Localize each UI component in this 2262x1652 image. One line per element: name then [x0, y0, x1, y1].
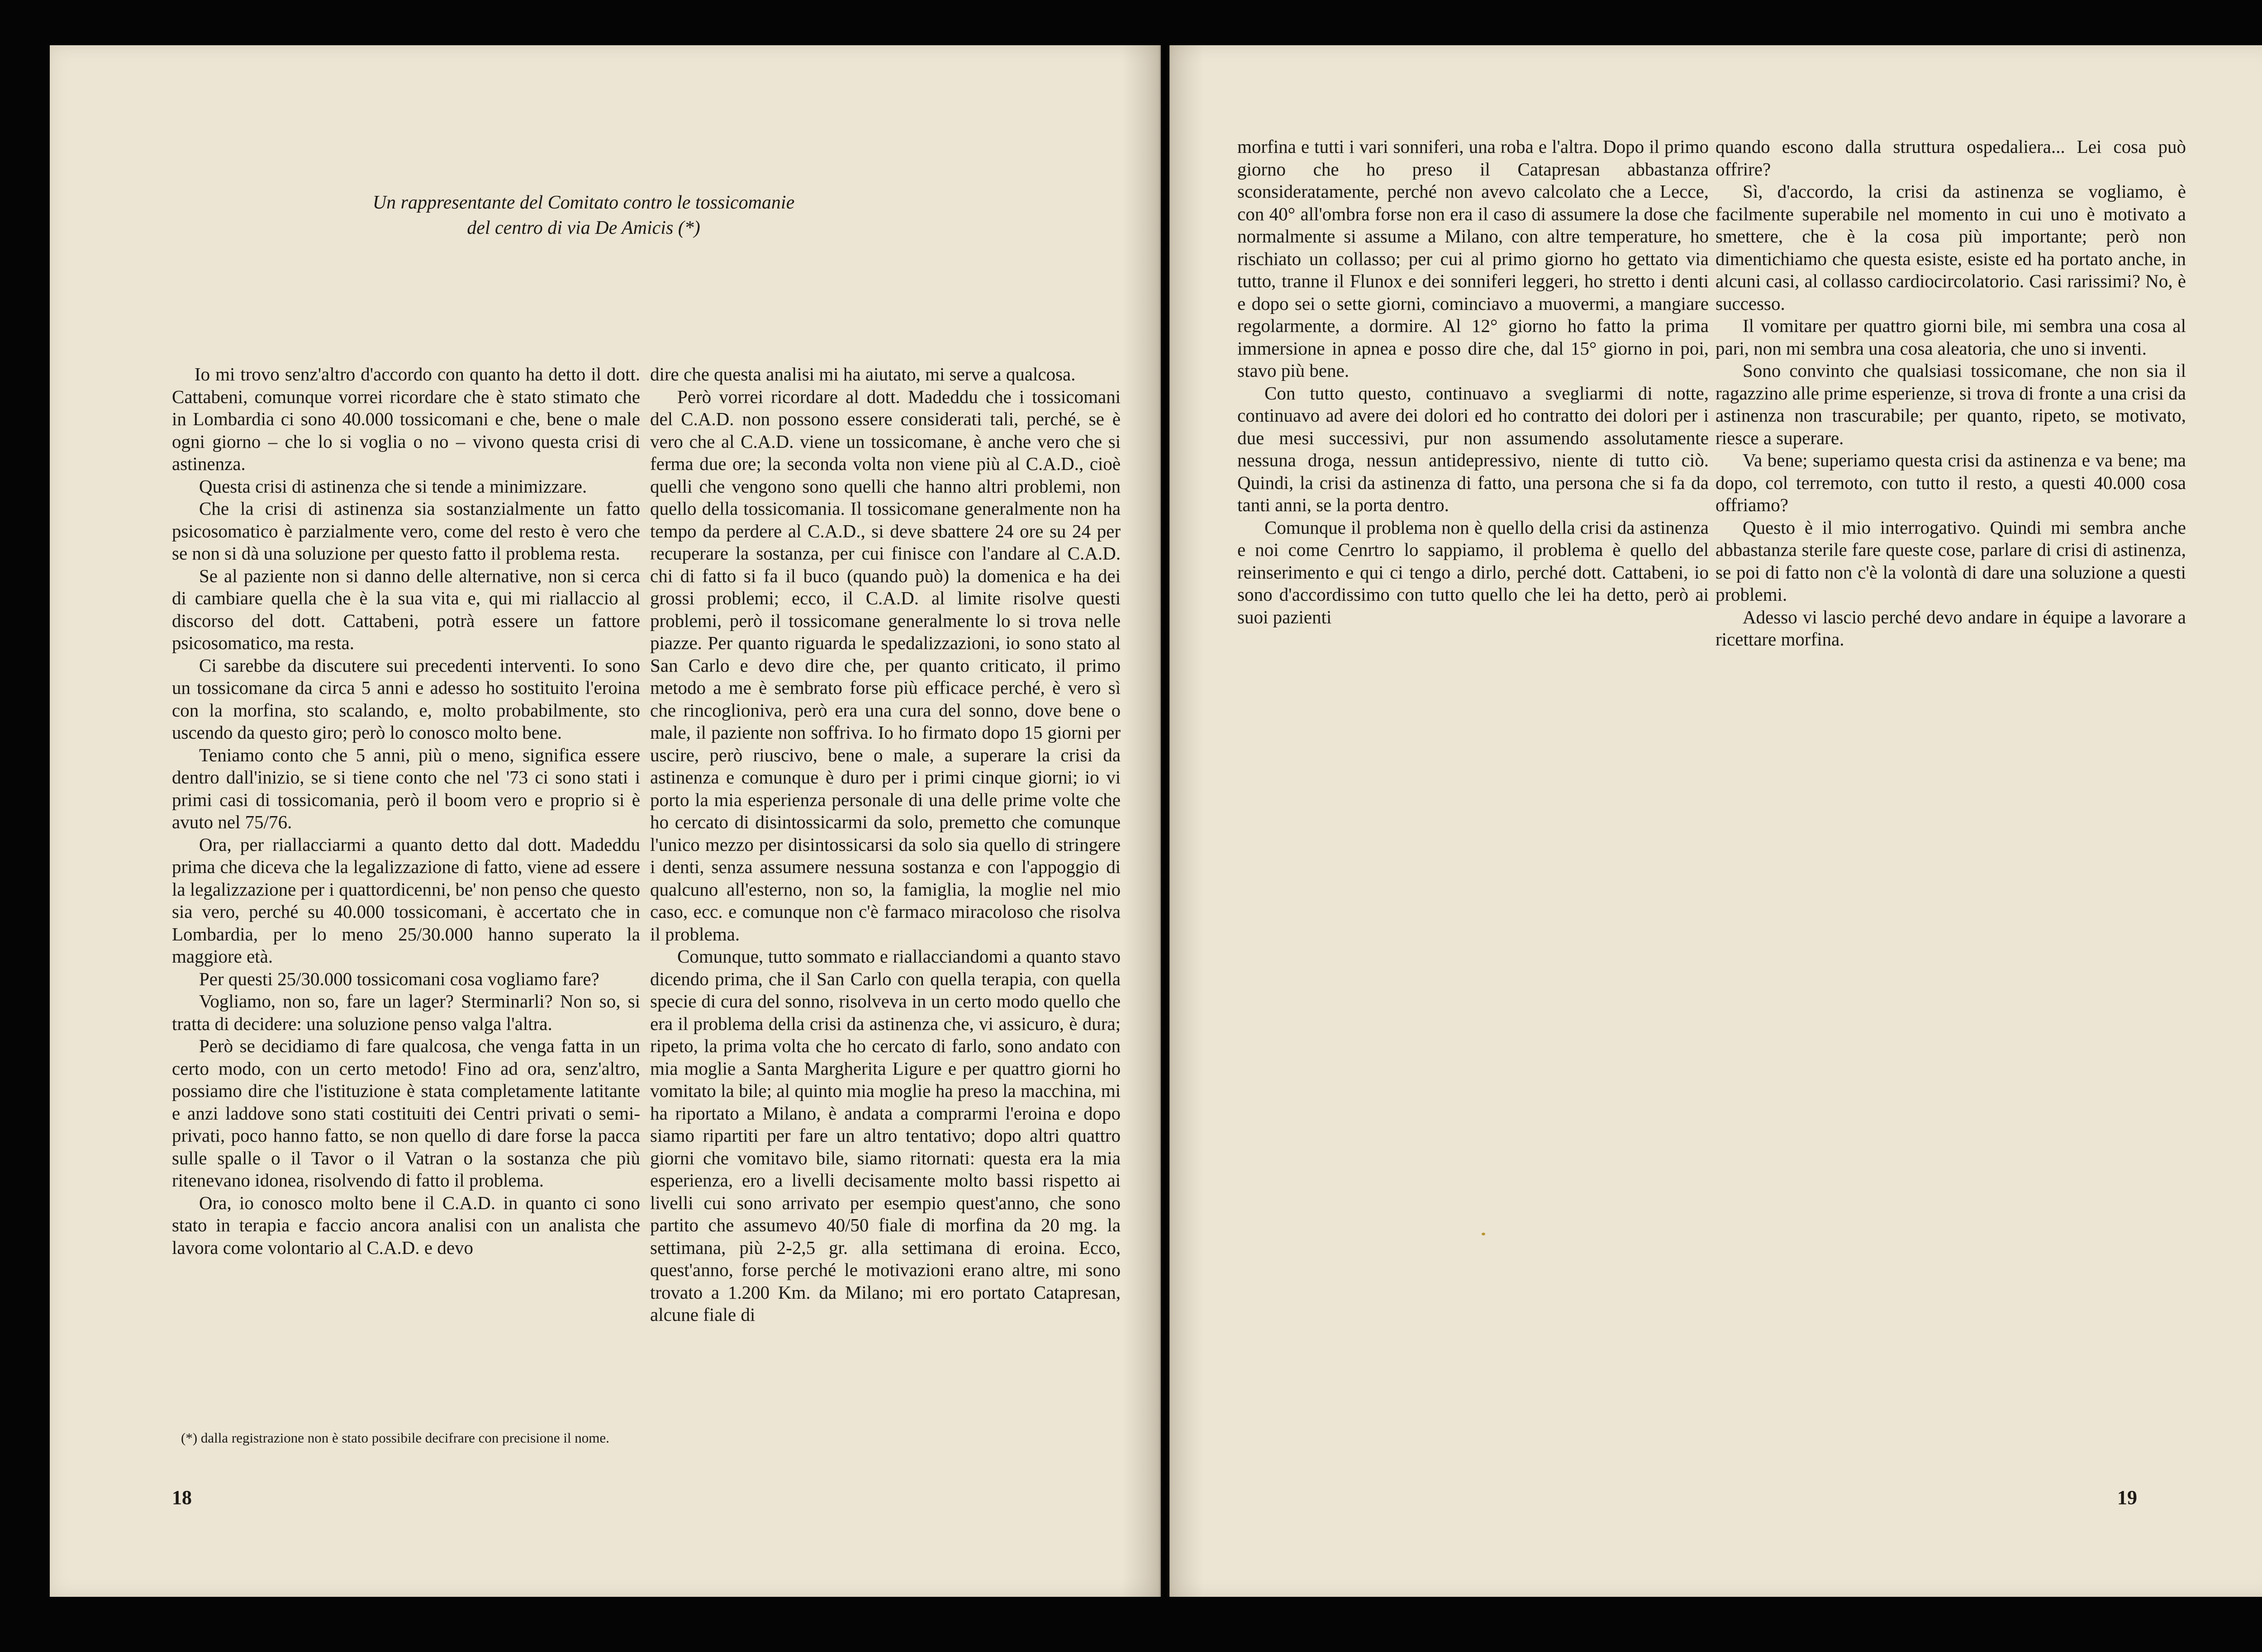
paragraph: Sì, d'accordo, la crisi da astinenza se vogliamo, è facilmente superabile nel momento in cui uno è motivato a smettere, che è la cosa più importante; però non dimentichiamo che questa esiste, esiste ed ha portato anche, in alcuni casi, al collasso cardiocircolatorio. Casi rarissimi? No, è successo. — [1716, 181, 2186, 314]
paragraph: Vogliamo, non so, fare un lager? Sterminarli? Non so, si tratta di decidere: una soluzione penso valga l'altra. — [172, 991, 640, 1034]
paragraph: Teniamo conto che 5 anni, più o meno, significa essere dentro dall'inizio, se si tiene conto che nel '73 ci sono stati i primi casi di tossicomania, però il boom vero e proprio si è avuto nel 75/76. — [172, 744, 640, 832]
left-page-column-1 — [172, 363, 640, 1259]
paragraph: dire che questa analisi mi ha aiutato, mi serve a qualcosa. — [650, 364, 1076, 385]
heading-line-1: Un rappresentante del Comitato contro le tossicomanie — [372, 192, 795, 213]
paragraph: Se al paziente non si danno delle alternative, non si cerca di cambiare quella che è la sua vita e, qui mi riallaccio al discorso del dott. Cattabeni, potrà essere un fattore psicosomatico, ma resta. — [172, 565, 640, 653]
right-page-column-2 — [1716, 136, 2186, 651]
paragraph: Con tutto questo, continuavo a svegliarmi di notte, continuavo ad avere dei dolori ed ho contratto dei dolori per i due mesi successivi, pur non assumendo assolutamente nessuna droga, nessun antidepressivo, niente di tutto ciò. Quindi, la crisi da astinenza di fatto, una persona che si fa da tanti anni, se la porta dentro. — [1237, 382, 1709, 515]
footnote: (*) dalla registrazione non è stato possibile decifrare con precisione il nome. — [181, 1430, 609, 1446]
paragraph: Va bene; superiamo questa crisi da astinenza e va bene; ma dopo, col terremoto, con tutto il resto, a questi 40.000 cosa offriamo? — [1716, 450, 2186, 515]
paragraph: Però se decidiamo di fare qualcosa, che venga fatta in un certo modo, con un certo metodo! Fino ad ora, senz'altro, possiamo dire che l'istituzione è stata completamente latitante e anzi laddove sono stati costituiti dei Centri privati o semi-privati, poco hanno fatto, se non quello di dare forse la pacca sulle spalle o il Tavor o il Vatran o la sostanza che più ritenevano idonea, risolvendo di fatto il problema. — [172, 1035, 640, 1191]
paragraph: Ora, io conosco molto bene il C.A.D. in quanto ci sono stato in terapia e faccio ancora analisi con un analista che lavora come volontario al C.A.D. e devo — [172, 1192, 640, 1258]
paragraph: quando escono dalla struttura ospedaliera... Lei cosa può offrire? — [1716, 136, 2186, 180]
left-page-column-2 — [650, 363, 1121, 1326]
paragraph: Ora, per riallacciarmi a quanto detto dal dott. Madeddu prima che diceva che la legalizzazione di fatto, viene ad essere la legalizzazione per i quattordicenni, be' non penso che questo sia vero, perché su 40.000 tossicomani, è accertato che in Lombardia, per lo meno 25/30.000 hanno superato la maggiore età. — [172, 834, 640, 967]
paragraph: Io mi trovo senz'altro d'accordo con quanto ha detto il dott. Cattabeni, comunque vorrei ricordare che è stato stimato che in Lombardia ci sono 40.000 tossicomani e che, bene o male ogni giorno – che lo si voglia o no – vivono questa crisi di astinenza. — [172, 364, 640, 474]
paragraph: Che la crisi di astinenza sia sostanzialmente un fatto psicosomatico è parzialmente vero, come del resto è vero che se non si dà una soluzione per questo fatto il problema resta. — [172, 498, 640, 564]
article-heading — [253, 190, 914, 241]
paragraph: morfina e tutti i vari sonniferi, una roba e l'altra. Dopo il primo giorno che ho preso il Catapresan abbastanza sconsideratamente, perché non avevo calcolato che a Lecce, con 40° all'ombra forse non era il caso di assumere la dose che normalmente si assume a Milano, con altre temperature, ho rischiato un collasso; per cui al primo giorno ho gettato via tutto, tranne il Flunox e dei sonniferi leggeri, ho stretto i denti e dopo sei o sette giorni, cominciavo a muovermi, a mangiare regolarmente, a dormire. Al 12° giorno ho fatto la prima immersione in apnea e posso dire che, dal 15° giorno in poi, stavo più bene. — [1237, 136, 1709, 381]
book-spine — [1122, 45, 1203, 1597]
right-page-column-1 — [1237, 136, 1709, 628]
heading-line-2: del centro di via De Amicis (*) — [467, 218, 700, 238]
page-number-left: 18 — [172, 1486, 192, 1509]
paragraph: Però vorrei ricordare al dott. Madeddu che i tossicomani del C.A.D. non possono essere considerati tali, perché, se è vero che al C.A.D. viene un tossicomane, è anche vero che si ferma due ore; la seconda volta non viene più al C.A.D., cioè quelli che vengono sono quelli che hanno altri problemi, non quello della tossicomania. Il tossicomane generalmente non ha tempo da perdere al C.A.D., si deve sbattere 24 ore su 24 per recuperare la sostanza, per cui finisce con l'andare al C.A.D. chi di fatto si fa il buco (quando può) la domenica e ha dei grossi problemi; ecco, il C.A.D. al limite risolve questi problemi, però il tossicomane generalmente lo si trova nelle piazze. Per quanto riguarda le spedalizzazioni, io sono stato al San Carlo e devo dire che, per quanto criticato, il primo metodo a me è sembrato forse più efficace perché, è vero sì che rincoglioniva, però era una cura del sonno, dove bene o male, il paziente non soffriva. Io ho firmato dopo 15 giorni per uscire, però riuscivo, bene o male, a superare la crisi da astinenza e comunque è duro per i primi cinque giorni; io vi porto la mia esperienza personale di una delle prime volte che ho cercato di disintossicarmi da solo, premetto che comunque l'unico mezzo per disintossicarsi da solo sia quello di stringere i denti, senza assumere nessuna sostanza e con l'appoggio di qualcuno all'esterno, non so, la famiglia, la moglie nel mio caso, ecc. e comunque non c'è farmaco miracoloso che risolva il problema. — [650, 386, 1121, 945]
paragraph: Comunque il problema non è quello della crisi da astinenza e noi come Cenrtro lo sappiamo, il problema è quello del reinserimento e qui ci tengo a dirlo, perché dott. Cattabeni, io sono d'accordissimo con tutto quello che lei ha detto, però ai suoi pazienti — [1237, 517, 1709, 627]
paragraph: Adesso vi lascio perché devo andare in équipe a lavorare a ricettare morfina. — [1716, 606, 2186, 650]
paragraph: Sono convinto che qualsiasi tossicomane, che non sia il ragazzino alle prime esperienze, si trova di fronte a una crisi da astinenza non trascurabile; per quanto, ripeto, se motivato, riesce a superare. — [1716, 360, 2186, 448]
paragraph: Questa crisi di astinenza che si tende a minimizzare. — [199, 475, 587, 497]
paragraph: Il vomitare per quattro giorni bile, mi sembra una cosa al pari, non mi sembra una cosa aleatoria, che uno si inventi. — [1716, 315, 2186, 359]
paragraph: Per questi 25/30.000 tossicomani cosa vogliamo fare? — [199, 968, 599, 989]
paragraph: Comunque, tutto sommato e riallacciandomi a quanto stavo dicendo prima, che il San Carlo con quella terapia, con quella specie di cura del sonno, risolveva in un certo modo quello che era il problema della crisi da astinenza che, vi assicuro, è dura; ripeto, la prima volta che ho cercato di farlo, sono andato con mia moglie a Santa Margherita Ligure e per quattro giorni ho vomitato la bile; al quinto mia moglie ha preso la macchina, mi ha riportato a Milano, è andata a comprarmi l'eroina e dopo siamo ripartiti per fare un altro tentativo; dopo altri quattro giorni che vomitavo bile, siamo ritornati: questa era la mia esperienza, ero a livelli decisamente molto bassi rispetto ai livelli cui sono arrivato per esempio quest'anno, che sono partito che assumevo 40/50 fiale di morfina da 20 mg. la settimana, più 2-2,5 gr. alla settimana di eroina. Ecco, quest'anno, forse perché le motivazioni erano altre, mi sono trovato a 1.200 Km. da Milano; mi ero portato Catapresan, alcune fiale di — [650, 946, 1121, 1325]
paragraph: Questo è il mio interrogativo. Quindi mi sembra anche abbastanza sterile fare queste cose, parlare di crisi di astinenza, se poi di fatto non c'è la volontà di dare una soluzione a questi problemi. — [1716, 517, 2186, 605]
paragraph: Ci sarebbe da discutere sui precedenti interventi. Io sono un tossicomane da circa 5 anni e adesso ho sostituito l'eroina con la morfina, sto scalando, e, molto probabilmente, sto uscendo da questo giro; però lo conosco molto bene. — [172, 655, 640, 743]
paper-speck — [1482, 1233, 1485, 1235]
page-number-right: 19 — [2117, 1486, 2137, 1509]
